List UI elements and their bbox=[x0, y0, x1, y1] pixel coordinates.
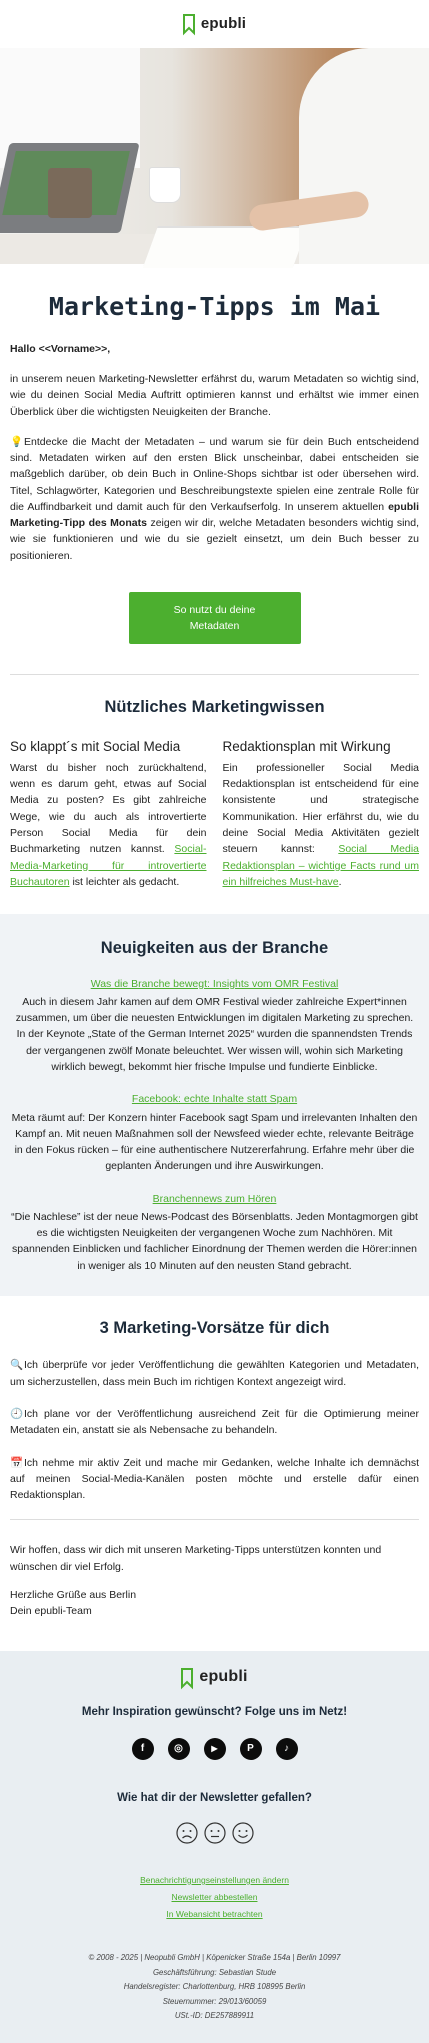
legal-line: © 2008 - 2025 | Neopubli GmbH | Köpenicker Straße 154a | Berlin 10997 bbox=[88, 1953, 341, 1963]
editorial-plan-text: Ein professioneller Social Media Redaktionsplan ist entscheidend für eine konsistente und strategische Kommunikation. Hier erfährst du, wie du deine Social Media Aktivitäten gezielt steuern kannst: Social Media Redaktionsplan – wichtige Facts rund um ein hilfreiches Must-have. bbox=[222, 761, 419, 888]
metadata-cta-button[interactable]: So nutzt du deine Metadaten bbox=[129, 592, 301, 645]
news-text: Auch in diesem Jahr kamen auf dem OMR Festival wieder zahlreiche Expert*innen zusammen, um über die neuesten Entwicklungen im digitalen Marketing zu sprechen. In der Keynote „State of the German Internet 2025“ wurden die spannendsten Trends der vergangenen zwölf Monate beleuchtet. Wer wissen will, wohin sich Marketing wirklich bewegt, bekommt hier frische Impulse und fundierte Einblicke. bbox=[15, 995, 414, 1073]
social-media-column bbox=[10, 737, 207, 890]
legal-line: Steuernummer: 29/013/60059 bbox=[162, 1996, 267, 2006]
unsubscribe-link[interactable]: Newsletter abbestellen bbox=[171, 1891, 258, 1902]
news-item bbox=[10, 976, 419, 1076]
legal-line: Handelsregister: Charlottenburg, HRB 108995 Berlin bbox=[123, 1982, 306, 1992]
calendar-icon: 📅 bbox=[10, 1456, 24, 1469]
legal-info bbox=[10, 1951, 419, 2023]
closing-team: Dein epubli-Team bbox=[10, 1605, 92, 1618]
news-heading: Neuigkeiten aus der Branche bbox=[100, 939, 329, 958]
footer-brand: epubli bbox=[199, 1668, 248, 1686]
social-media-link[interactable]: Social-Media-Marketing für introvertierte Buchautoren bbox=[10, 843, 207, 888]
social-media-title: So klappt´s mit Social Media bbox=[10, 739, 181, 755]
social-links bbox=[10, 1738, 419, 1760]
sad-face-icon[interactable] bbox=[176, 1822, 198, 1844]
tip-text: Entdecke die Macht der Metadaten – und warum sie für dein Buch entscheidend sind. Metadaten wirken auf den ersten Blick unscheinbar, dabei entscheiden sie maßgeblich darüber, ob dein Buch in Online-Shops sichtbar ist oder übersehen wird. Titel, Schlagwörter, Kategorien und Beschreibungstexte spielen eine zentrale Rolle für die Auffindbarkeit und damit auch für den Verkaufserfolg. In unserem aktuellen bbox=[10, 435, 419, 513]
closing-regards: Herzliche Grüße aus Berlin bbox=[10, 1588, 137, 1601]
legal-line: USt.-ID: DE257889911 bbox=[174, 2011, 255, 2020]
magnifier-icon: 🔍 bbox=[10, 1359, 24, 1372]
hero-image bbox=[0, 48, 429, 264]
news-text: “Die Nachlese” ist der neue News-Podcast des Börsenblatts. Jeden Montagmorgen gibt es die wichtigsten Neuigkeiten der vergangenen Woche zum Nachhören. Mit spannenden Einblicken und fachlicher Einordnung der Themen werden die Hörer:innen in weniger als 10 Minuten auf den neusten Stand gebracht. bbox=[11, 1210, 418, 1272]
intro-text: in unserem neuen Marketing-Newsletter erfährst du, warum Metadaten so wichtig sind, wie du deinen Social Media Auftritt optimieren kannst und erhältst wie immer einen Überblick über die wichtigsten Neuigkeiten der Branche. bbox=[10, 373, 419, 418]
tip-paragraph bbox=[10, 434, 419, 564]
editorial-plan-column bbox=[223, 737, 420, 890]
news-section bbox=[0, 914, 429, 1296]
news-link-podcast[interactable]: Branchennews zum Hören bbox=[152, 1192, 277, 1205]
youtube-icon[interactable]: ▶ bbox=[204, 1738, 226, 1760]
brand-name: epubli bbox=[200, 15, 247, 33]
happy-face-icon[interactable] bbox=[232, 1822, 254, 1844]
divider bbox=[10, 674, 419, 675]
news-item bbox=[10, 1091, 419, 1174]
page-title: Marketing-Tipps im Mai bbox=[48, 292, 381, 321]
resolutions-heading: 3 Marketing-Vorsätze für dich bbox=[99, 1318, 330, 1337]
knowledge-heading: Nützliches Marketingwissen bbox=[104, 698, 325, 717]
tip-text-end: zeigen wir dir, welche Metadaten besonders wichtig sind, wie sie funktionieren und wie du sie gezielt einsetzt, um dein Buch besser zu positionieren. bbox=[10, 517, 419, 562]
feedback-heading: Wie hat dir der Newsletter gefallen? bbox=[117, 1791, 312, 1804]
facebook-icon[interactable]: f bbox=[132, 1738, 154, 1760]
notification-settings-link[interactable]: Benachrichtigungseinstellungen ändern bbox=[140, 1874, 289, 1885]
tiktok-icon[interactable]: ♪ bbox=[276, 1738, 298, 1760]
news-item bbox=[10, 1191, 419, 1274]
resolution-item: 🕘Ich plane vor der Veröffentlichung ausreichend Zeit für die Optimierung meiner Metadaten ein, anstatt sie als Nebensache zu behandeln. bbox=[10, 1407, 419, 1437]
tip-bold: epubli Marketing-Tipp des Monats bbox=[10, 500, 419, 530]
bookmark-logo-icon bbox=[183, 14, 195, 34]
news-link-facebook[interactable]: Facebook: echte Inhalte statt Spam bbox=[131, 1093, 298, 1106]
bookmark-logo-icon bbox=[181, 1668, 193, 1688]
closing-text: Wir hoffen, dass wir dich mit unseren Marketing-Tipps unterstützen konnten und wünschen dir viel Erfolg. bbox=[10, 1544, 382, 1573]
resolution-item: 🔍Ich überprüfe vor jeder Veröffentlichung die gewählten Kategorien und Metadaten, um sicherzustellen, dass mein Buch im richtigen Kontext angezeigt wird. bbox=[10, 1359, 419, 1388]
news-link-omr[interactable]: Was die Branche bewegt: Insights vom OMR Festival bbox=[90, 977, 339, 990]
instagram-icon[interactable]: ◎ bbox=[168, 1738, 190, 1760]
pinterest-icon[interactable]: P bbox=[240, 1738, 262, 1760]
editorial-plan-link[interactable]: Social Media Redaktionsplan – wichtige Facts rund um ein hilfreiches Must-have bbox=[222, 843, 419, 888]
feedback-ratings bbox=[10, 1822, 419, 1844]
social-heading: Mehr Inspiration gewünscht? Folge uns im Netz! bbox=[81, 1706, 348, 1719]
news-text: Meta räumt auf: Der Konzern hinter Facebook sagt Spam und irrelevanten Inhalten den Kampf an. Mit neuen Maßnahmen soll der Newsfeed wieder echte, relevante Beiträge in den Fokus rücken – für eine authentischere Nutzererfahrung. Erfahre mehr über die geplanten Änderungen und ihre Auswirkungen. bbox=[11, 1111, 418, 1173]
web-view-link[interactable]: In Webansicht betrachten bbox=[166, 1909, 263, 1920]
social-media-text: Warst du bisher noch zurückhaltend, wenn es darum geht, etwas auf Social Media zu posten? Es gibt zahlreiche Wege, wie du auch als introvertierte Person Social Media für dein Buchmarketing nutzen kannst. Social-Media-Marketing für introvertierte Buchautoren ist leichter als gedacht. bbox=[10, 761, 207, 888]
editorial-plan-title: Redaktionsplan mit Wirkung bbox=[222, 739, 391, 755]
clock-icon: 🕘 bbox=[10, 1407, 24, 1420]
neutral-face-icon[interactable] bbox=[204, 1822, 226, 1844]
resolution-item: 📅Ich nehme mir aktiv Zeit und mache mir Gedanken, welche Inhalte ich demnächst auf meinen Social-Media-Kanälen posten möchte und erstelle dafür einen Redaktionsplan. bbox=[10, 1456, 419, 1502]
lightbulb-icon: 💡 bbox=[10, 435, 24, 448]
legal-line: Geschäftsführung: Sebastian Stude bbox=[152, 1967, 277, 1977]
greeting: Hallo <<Vorname>>, bbox=[10, 342, 111, 355]
header bbox=[0, 0, 429, 48]
footer bbox=[0, 1651, 429, 2043]
